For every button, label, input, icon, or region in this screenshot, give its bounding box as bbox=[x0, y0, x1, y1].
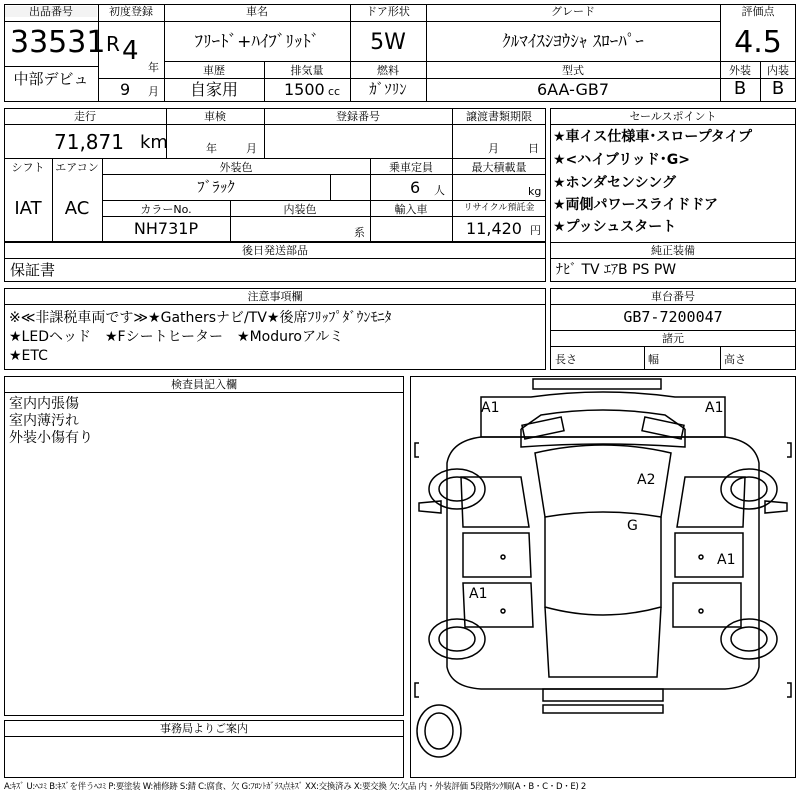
history-label: 車歴 bbox=[203, 64, 225, 77]
inspector-label: 検査員記入欄 bbox=[171, 378, 237, 391]
damage-mark: A2 bbox=[637, 472, 656, 488]
load-label: 最大積載量 bbox=[471, 161, 527, 174]
equip-label: 純正装備 bbox=[651, 244, 695, 257]
notes-line: ★LEDヘッド ★Fシートヒーター ★Moduroアルミ bbox=[9, 329, 344, 345]
chassis-label: 車台番号 bbox=[651, 290, 695, 303]
inspector-line: 室内薄汚れ bbox=[9, 413, 79, 429]
recycle-label: リサイクル預託金 bbox=[463, 203, 535, 213]
venue: 中部デビュ bbox=[13, 70, 89, 88]
seats-label: 乗車定員 bbox=[389, 161, 433, 174]
spec-label: 諸元 bbox=[662, 332, 684, 345]
int-score: B bbox=[771, 78, 785, 99]
inspect-year-unit: 年 bbox=[206, 142, 217, 155]
lot-label: 出品番号 bbox=[5, 6, 97, 17]
lot-number: 33531 bbox=[10, 25, 106, 60]
inspector-line: 室内内張傷 bbox=[9, 396, 79, 412]
import-label: 輸入車 bbox=[394, 203, 428, 216]
ac: AC bbox=[64, 198, 90, 219]
reg-year: 4 bbox=[122, 36, 139, 66]
sales-item: ★<ハイブリッド･G> bbox=[553, 152, 690, 168]
sales-label: セールスポイント bbox=[629, 110, 717, 123]
sales-item: ★ホンダセンシング bbox=[553, 175, 677, 191]
sales-item: ★プッシュスタート bbox=[553, 219, 677, 235]
seats: 6 bbox=[410, 178, 421, 197]
chassis-number: GB7-7200047 bbox=[623, 308, 723, 326]
int-label: 内装 bbox=[767, 64, 789, 77]
legend: A:ｷｽﾞ U:ﾍｺﾐ B:ｷｽﾞを伴うﾍｺﾐ P:要塗装 W:補修跡 S:錆 C:腐食、欠 G:ﾌﾛﾝﾄｶﾞﾗｽ点ｷｽﾞ XX:交換済み X:要交換 欠:欠品 内・外装評価 5段階ﾗﾝｸ順(A・B・C・D・E) 2 bbox=[4, 782, 587, 792]
load-unit: kg bbox=[528, 185, 542, 198]
transfer-day-unit: 日 bbox=[528, 142, 539, 155]
disp-label: 排気量 bbox=[290, 64, 324, 77]
mileage-unit: km bbox=[140, 132, 168, 153]
name-label: 車名 bbox=[246, 5, 268, 18]
reg-era: R bbox=[106, 32, 120, 56]
recycle: 11,420 bbox=[466, 219, 522, 238]
damage-mark: G bbox=[627, 518, 638, 534]
later-parts: 保証書 bbox=[10, 261, 56, 279]
model-label: 型式 bbox=[562, 64, 584, 77]
ext-label: 外装 bbox=[729, 64, 751, 77]
color: ﾌﾞﾗｯｸ bbox=[197, 178, 235, 196]
seats-unit: 人 bbox=[434, 184, 445, 197]
damage-mark: A1 bbox=[705, 400, 724, 416]
vehicle-table bbox=[4, 108, 546, 242]
shift: IAT bbox=[14, 198, 42, 219]
sales-item: ★車イス仕様車･スロープタイプ bbox=[553, 129, 753, 145]
color-no-label: カラーNo. bbox=[140, 203, 192, 216]
history: 自家用 bbox=[189, 80, 238, 99]
reg-month-unit: 月 bbox=[148, 85, 159, 98]
fuel: ｶﾞｿﾘﾝ bbox=[369, 80, 407, 98]
car-name: ﾌﾘｰﾄﾞ+ﾊｲﾌﾞﾘｯﾄﾞ bbox=[194, 32, 320, 52]
equipment: ﾅﾋﾞ TV ｴｱB PS PW bbox=[556, 262, 677, 278]
reg-no-label: 登録番号 bbox=[336, 110, 380, 123]
transfer-month-unit: 月 bbox=[488, 142, 499, 155]
mileage-label: 走行 bbox=[74, 110, 96, 123]
displacement: 1500 bbox=[284, 80, 325, 99]
door-label: ドア形状 bbox=[366, 5, 410, 18]
color-label: 外装色 bbox=[219, 161, 253, 174]
later-label: 後日発送部品 bbox=[242, 244, 308, 257]
reg-month: 9 bbox=[120, 80, 131, 99]
mileage: 71,871 bbox=[54, 130, 124, 154]
disp-unit: cc bbox=[328, 85, 341, 98]
color-no: NH731P bbox=[133, 219, 199, 238]
notes-line: ※≪非課税車両です≫★Gathersナビ/TV★後席ﾌﾘｯﾌﾟﾀﾞｳﾝﾓﾆﾀ bbox=[9, 310, 392, 326]
model: 6AA-GB7 bbox=[536, 80, 610, 99]
score: 4.5 bbox=[734, 25, 782, 60]
notes-label: 注意事項欄 bbox=[247, 290, 303, 303]
door-type: 5W bbox=[370, 30, 406, 55]
damage-mark: A1 bbox=[717, 552, 736, 568]
score-label: 評価点 bbox=[741, 5, 775, 18]
shift-label: シフト bbox=[11, 161, 45, 174]
recycle-unit: 円 bbox=[530, 224, 541, 237]
damage-mark: A1 bbox=[481, 400, 500, 416]
inspect-month-unit: 月 bbox=[246, 142, 257, 155]
int-color-label: 内装色 bbox=[283, 203, 317, 216]
transfer-label: 譲渡書類期限 bbox=[466, 110, 532, 123]
damage-mark: A1 bbox=[469, 586, 488, 602]
width-label: 幅 bbox=[648, 353, 659, 366]
office-label: 事務局よりご案内 bbox=[160, 722, 248, 735]
ac-label: エアコン bbox=[55, 161, 99, 174]
damage-diagram bbox=[410, 376, 796, 778]
fuel-label: 燃料 bbox=[377, 64, 399, 77]
inspect-label: 車検 bbox=[204, 110, 226, 123]
grade-label: グレード bbox=[551, 5, 595, 18]
reg-year-unit: 年 bbox=[148, 61, 159, 74]
reg-label: 初度登録 bbox=[109, 5, 153, 18]
ext-score: B bbox=[733, 78, 747, 99]
sales-item: ★両側パワースライドドア bbox=[553, 197, 719, 213]
int-color-unit: 系 bbox=[354, 226, 365, 239]
notes-line: ★ETC bbox=[9, 348, 48, 364]
height-label: 高さ bbox=[724, 353, 746, 366]
inspector-line: 外装小傷有り bbox=[9, 430, 93, 446]
length-label: 長さ bbox=[555, 353, 577, 366]
grade: ｸﾙﾏｲｽｼﾖｳｼｬ ｽﾛｰﾊﾟｰ bbox=[502, 32, 644, 52]
